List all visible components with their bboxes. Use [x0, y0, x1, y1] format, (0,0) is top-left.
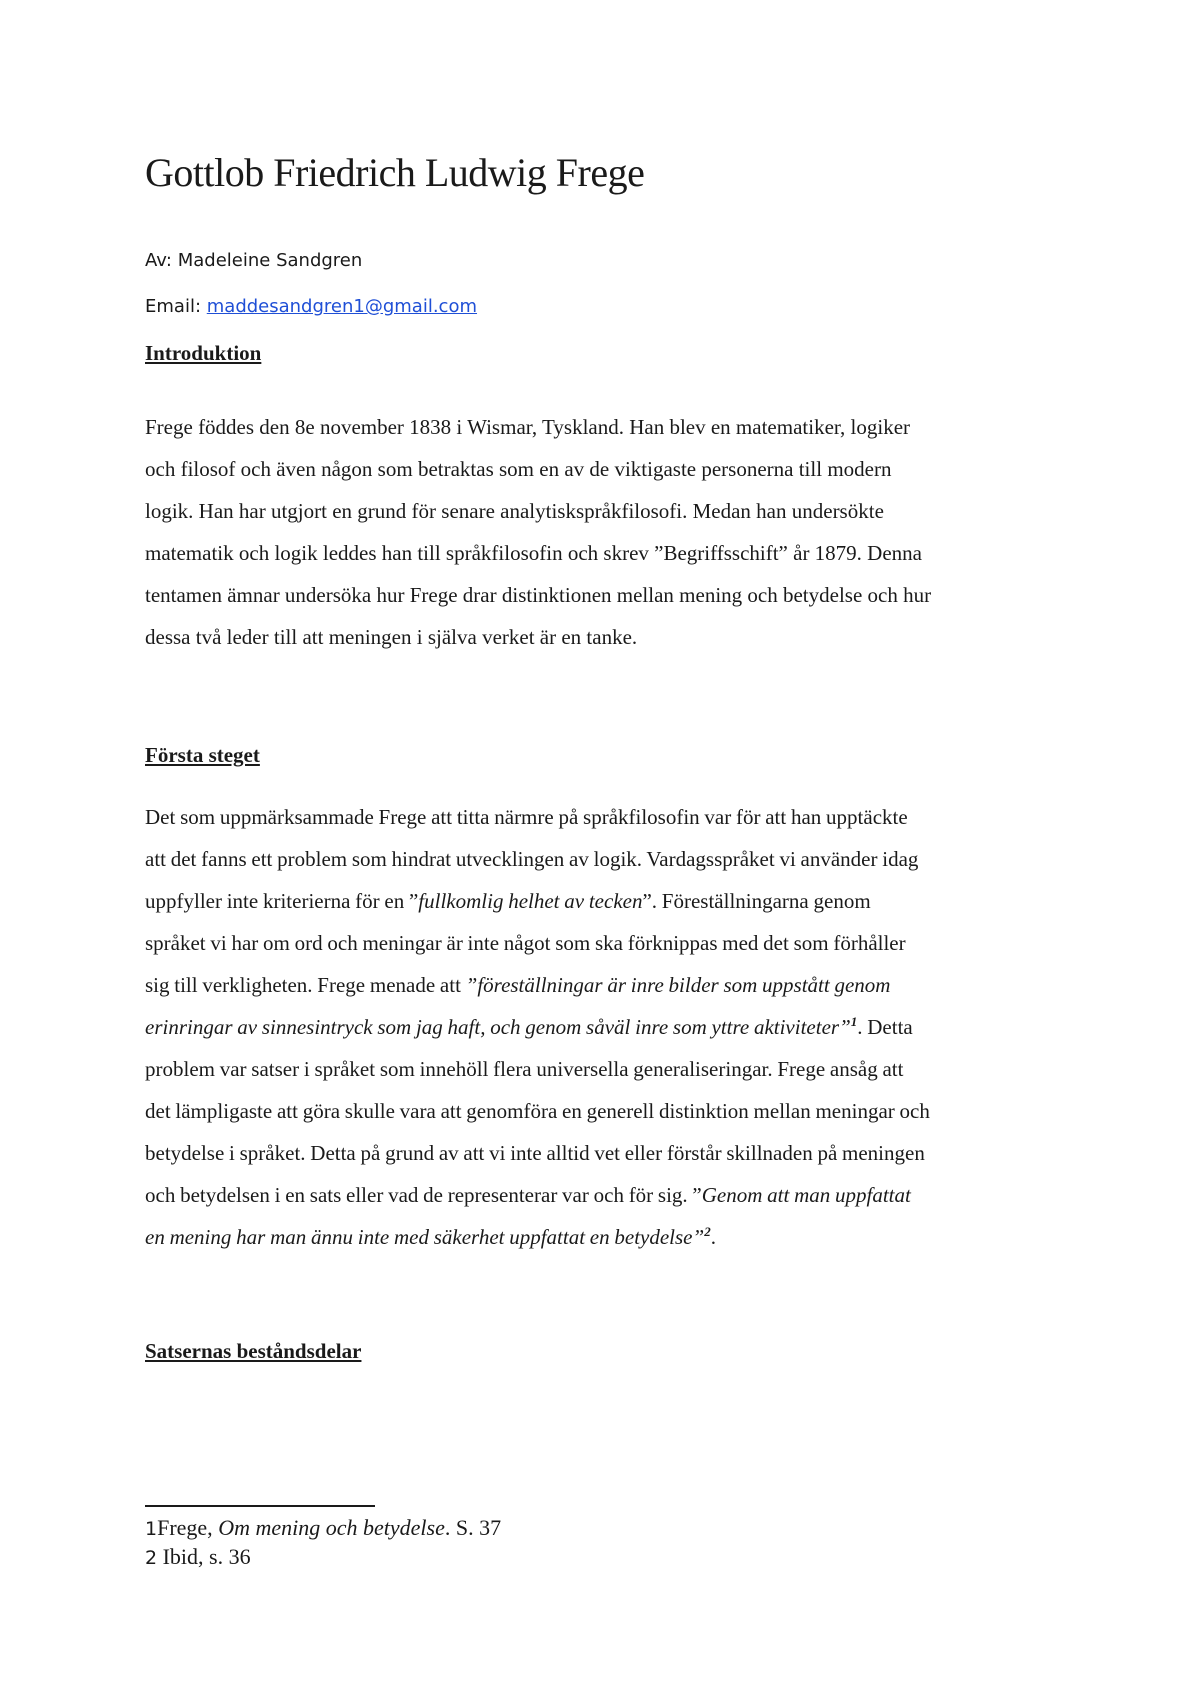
- line-text: . Detta: [857, 1015, 913, 1039]
- footnote-number: 2: [145, 1547, 158, 1569]
- section-heading-forsta-steget: Första steget: [145, 743, 260, 767]
- paragraph-line: språket vi har om ord och meningar är inte något som ska förknippas med det som förhåller: [145, 931, 906, 955]
- paragraph-line: och filosof och även någon som betraktas som en av de viktigaste personerna till modern: [145, 457, 892, 481]
- paragraph-line: problem var satser i språket som innehöll flera universella generaliseringar. Frege ansåg att: [145, 1057, 904, 1081]
- paragraph-line: logik. Han har utgjort en grund för senare analytiskspråkfilosofi. Medan han undersökte: [145, 499, 884, 523]
- first-step-paragraph: [145, 796, 1075, 1258]
- paragraph-line: Det som uppmärksammade Frege att titta närmre på språkfilosofin var för att han upptäckte: [145, 805, 908, 829]
- footnote-2: [145, 1542, 251, 1573]
- line-text: uppfyller inte kriterierna för en ”: [145, 889, 419, 913]
- footnote-author: Frege,: [157, 1515, 219, 1540]
- quote-italic: ”föreställningar är inre bilder som uppstått genom: [465, 973, 891, 997]
- paragraph-line: matematik och logik leddes han till språkfilosofin och skrev ”Begriffsschift” år 1879. Denna: [145, 541, 922, 565]
- author-label: Av:: [145, 250, 172, 271]
- line-text: .: [710, 1225, 716, 1249]
- paragraph-line: [145, 1006, 1075, 1048]
- paragraph-line: [145, 964, 1075, 1006]
- email-line: [145, 294, 477, 320]
- paragraph-line: det lämpligaste att göra skulle vara att genomföra en generell distinktion mellan meningar och: [145, 1099, 930, 1123]
- quote-italic: fullkomlig helhet av tecken: [418, 889, 643, 913]
- intro-paragraph: [145, 406, 1075, 658]
- paragraph-line: Frege föddes den 8e november 1838 i Wismar, Tyskland. Han blev en matematiker, logiker: [145, 415, 911, 439]
- footnote-1: [145, 1513, 501, 1544]
- section-heading-satsernas-bestandsdelar: Satsernas beståndsdelar: [145, 1339, 362, 1363]
- line-text: ”. Föreställningarna genom: [642, 889, 871, 913]
- footnote-text: Ibid, s. 36: [157, 1544, 251, 1569]
- paragraph-line: betydelse i språket. Detta på grund av att vi inte alltid vet eller förstår skillnaden på meningen: [145, 1141, 925, 1165]
- footnote-separator: [145, 1505, 375, 1507]
- footnote-ref-2[interactable]: 2: [704, 1224, 711, 1239]
- section-heading-introduktion: Introduktion: [145, 341, 262, 365]
- footnote-page: . S. 37: [444, 1515, 502, 1540]
- line-text: sig till verkligheten. Frege menade att: [145, 973, 466, 997]
- paragraph-line: att det fanns ett problem som hindrat utvecklingen av logik. Vardagsspråket vi använder idag: [145, 847, 919, 871]
- footnote-work-title: Om mening och betydelse: [218, 1515, 445, 1540]
- paragraph-line: dessa två leder till att meningen i själva verket är en tanke.: [145, 625, 638, 649]
- email-label: Email:: [145, 296, 202, 317]
- footnote-number: 1: [145, 1518, 158, 1540]
- document-title: Gottlob Friedrich Ludwig Frege: [145, 150, 645, 195]
- quote-italic: Genom att man uppfattat: [701, 1183, 911, 1207]
- line-text: och betydelsen i en sats eller vad de representerar var och för sig. ”: [145, 1183, 702, 1207]
- footnote-ref-1[interactable]: 1: [850, 1014, 858, 1029]
- paragraph-line: tentamen ämnar undersöka hur Frege drar distinktionen mellan mening och betydelse och hur: [145, 583, 932, 607]
- paragraph-line: [145, 880, 1075, 922]
- paragraph-line: [145, 1174, 1075, 1216]
- quote-italic: en mening har man ännu inte med säkerhet uppfattat en betydelse”: [145, 1225, 705, 1249]
- author-name: Madeleine Sandgren: [177, 250, 363, 271]
- quote-italic: erinringar av sinnesintryck som jag haft, och genom såväl inre som yttre aktiviteter”: [145, 1015, 851, 1039]
- author-line: [145, 248, 362, 274]
- email-link[interactable]: maddesandgren1@gmail.com: [206, 296, 478, 317]
- paragraph-line: [145, 1216, 1075, 1258]
